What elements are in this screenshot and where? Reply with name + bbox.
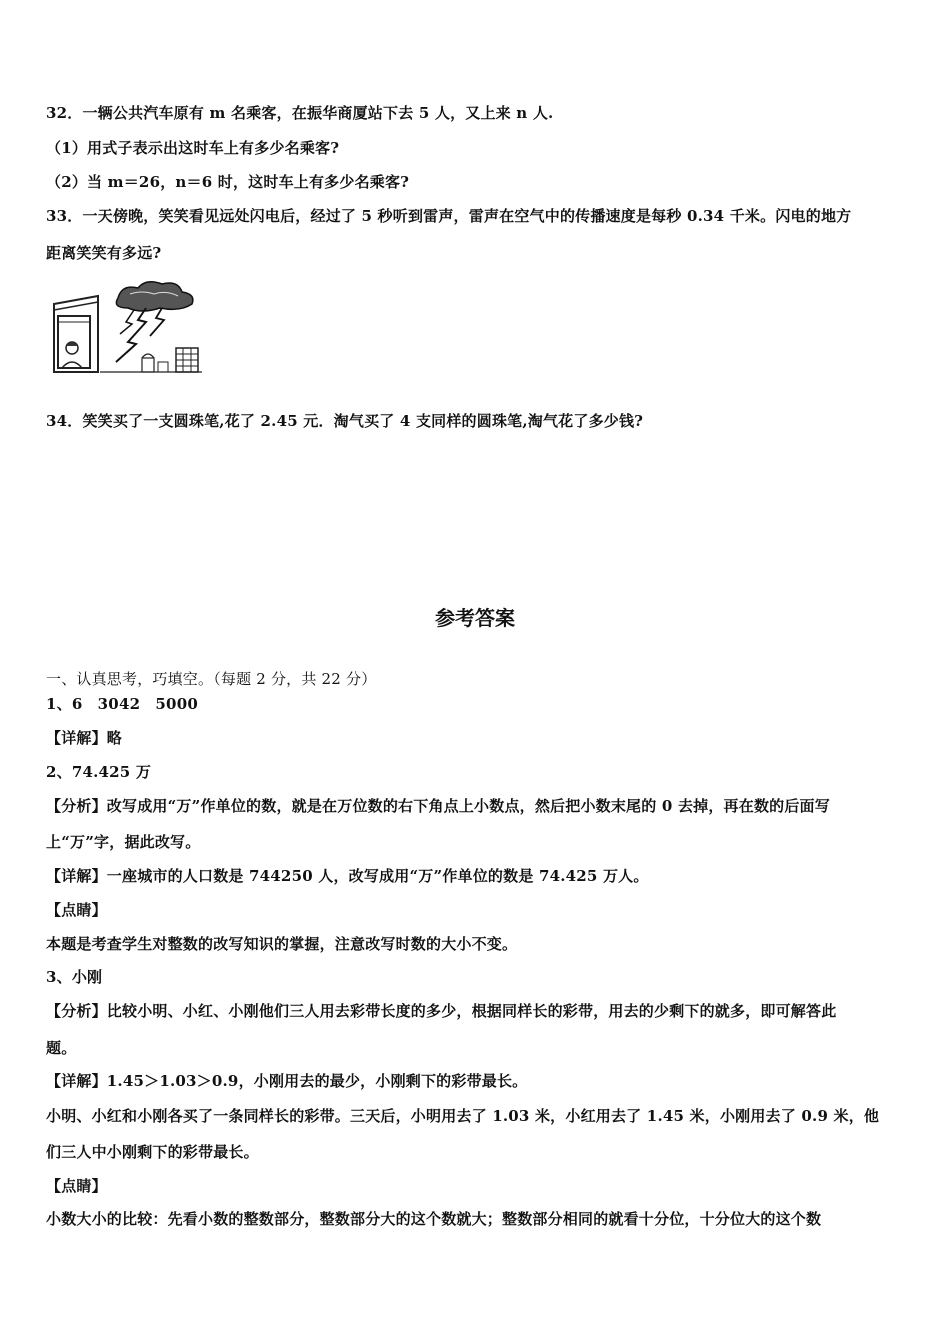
answer-2-analysis: 【分析】改写成用“万”作单位的数，就是在万位数的右下角点上小数点，然后把小数末尾的 0 去掉，再在数的后面写 <box>46 797 830 815</box>
answer-3: 3、小刚 <box>46 968 103 986</box>
answer-2-analysis-cont: 上“万”字，据此改写。 <box>46 833 201 851</box>
answer-2-detail: 【详解】一座城市的人口数是 744250 人，改写成用“万”作单位的数是 74.425 万人。 <box>46 867 649 885</box>
q33-text-cont: 距离笑笑有多远? <box>46 244 162 262</box>
answer-3-comment-label: 【点睛】 <box>46 1177 107 1195</box>
answer-1: 1、6 3042 5000 <box>46 695 198 713</box>
answer-3-analysis-cont: 题。 <box>46 1039 77 1057</box>
answer-2-comment: 本题是考查学生对整数的改写知识的掌握，注意改写时数的大小不变。 <box>46 935 518 953</box>
q32-text: 32．一辆公共汽车原有 m 名乘客，在振华商厦站下去 5 人，又上来 n 人. <box>46 104 554 122</box>
answer-2-comment-label: 【点睛】 <box>46 901 107 919</box>
answer-3-analysis: 【分析】比较小明、小红、小刚他们三人用去彩带长度的多少，根据同样长的彩带，用去的少剩下的就多，即可解答此 <box>46 1002 837 1020</box>
q32-part1: （1）用式子表示出这时车上有多少名乘客? <box>46 139 340 157</box>
lightning-window-illustration <box>50 276 204 376</box>
answer-3-detail: 【详解】1.45＞1.03＞0.9，小刚用去的最少，小刚剩下的彩带最长。 <box>46 1072 528 1090</box>
q32-part2: （2）当 m＝26，n＝6 时，这时车上有多少名乘客? <box>46 173 410 191</box>
answer-2: 2、74.425 万 <box>46 763 152 781</box>
answer-3-detail-2: 小明、小红和小刚各买了一条同样长的彩带。三天后，小明用去了 1.03 米，小红用去了 1.45 米，小刚用去了 0.9 米，他 <box>46 1107 880 1125</box>
answer-3-detail-3: 们三人中小刚剩下的彩带最长。 <box>46 1143 259 1161</box>
q34-text: 34．笑笑买了一支圆珠笔,花了 2.45 元．淘气买了 4 支同样的圆珠笔,淘气花了多少钱? <box>46 412 644 430</box>
answer-1-detail: 【详解】略 <box>46 729 123 747</box>
q33-text: 33．一天傍晚，笑笑看见远处闪电后，经过了 5 秒听到雷声，雷声在空气中的传播速度是每秒 0.34 千米。闪电的地方 <box>46 207 852 225</box>
answers-title: 参考答案 <box>435 606 515 630</box>
answer-3-comment: 小数大小的比较：先看小数的整数部分，整数部分大的这个数就大；整数部分相同的就看十分位，十分位大的这个数 <box>46 1210 822 1228</box>
section1-heading: 一、认真思考，巧填空。（每题 2 分，共 22 分） <box>46 670 377 688</box>
